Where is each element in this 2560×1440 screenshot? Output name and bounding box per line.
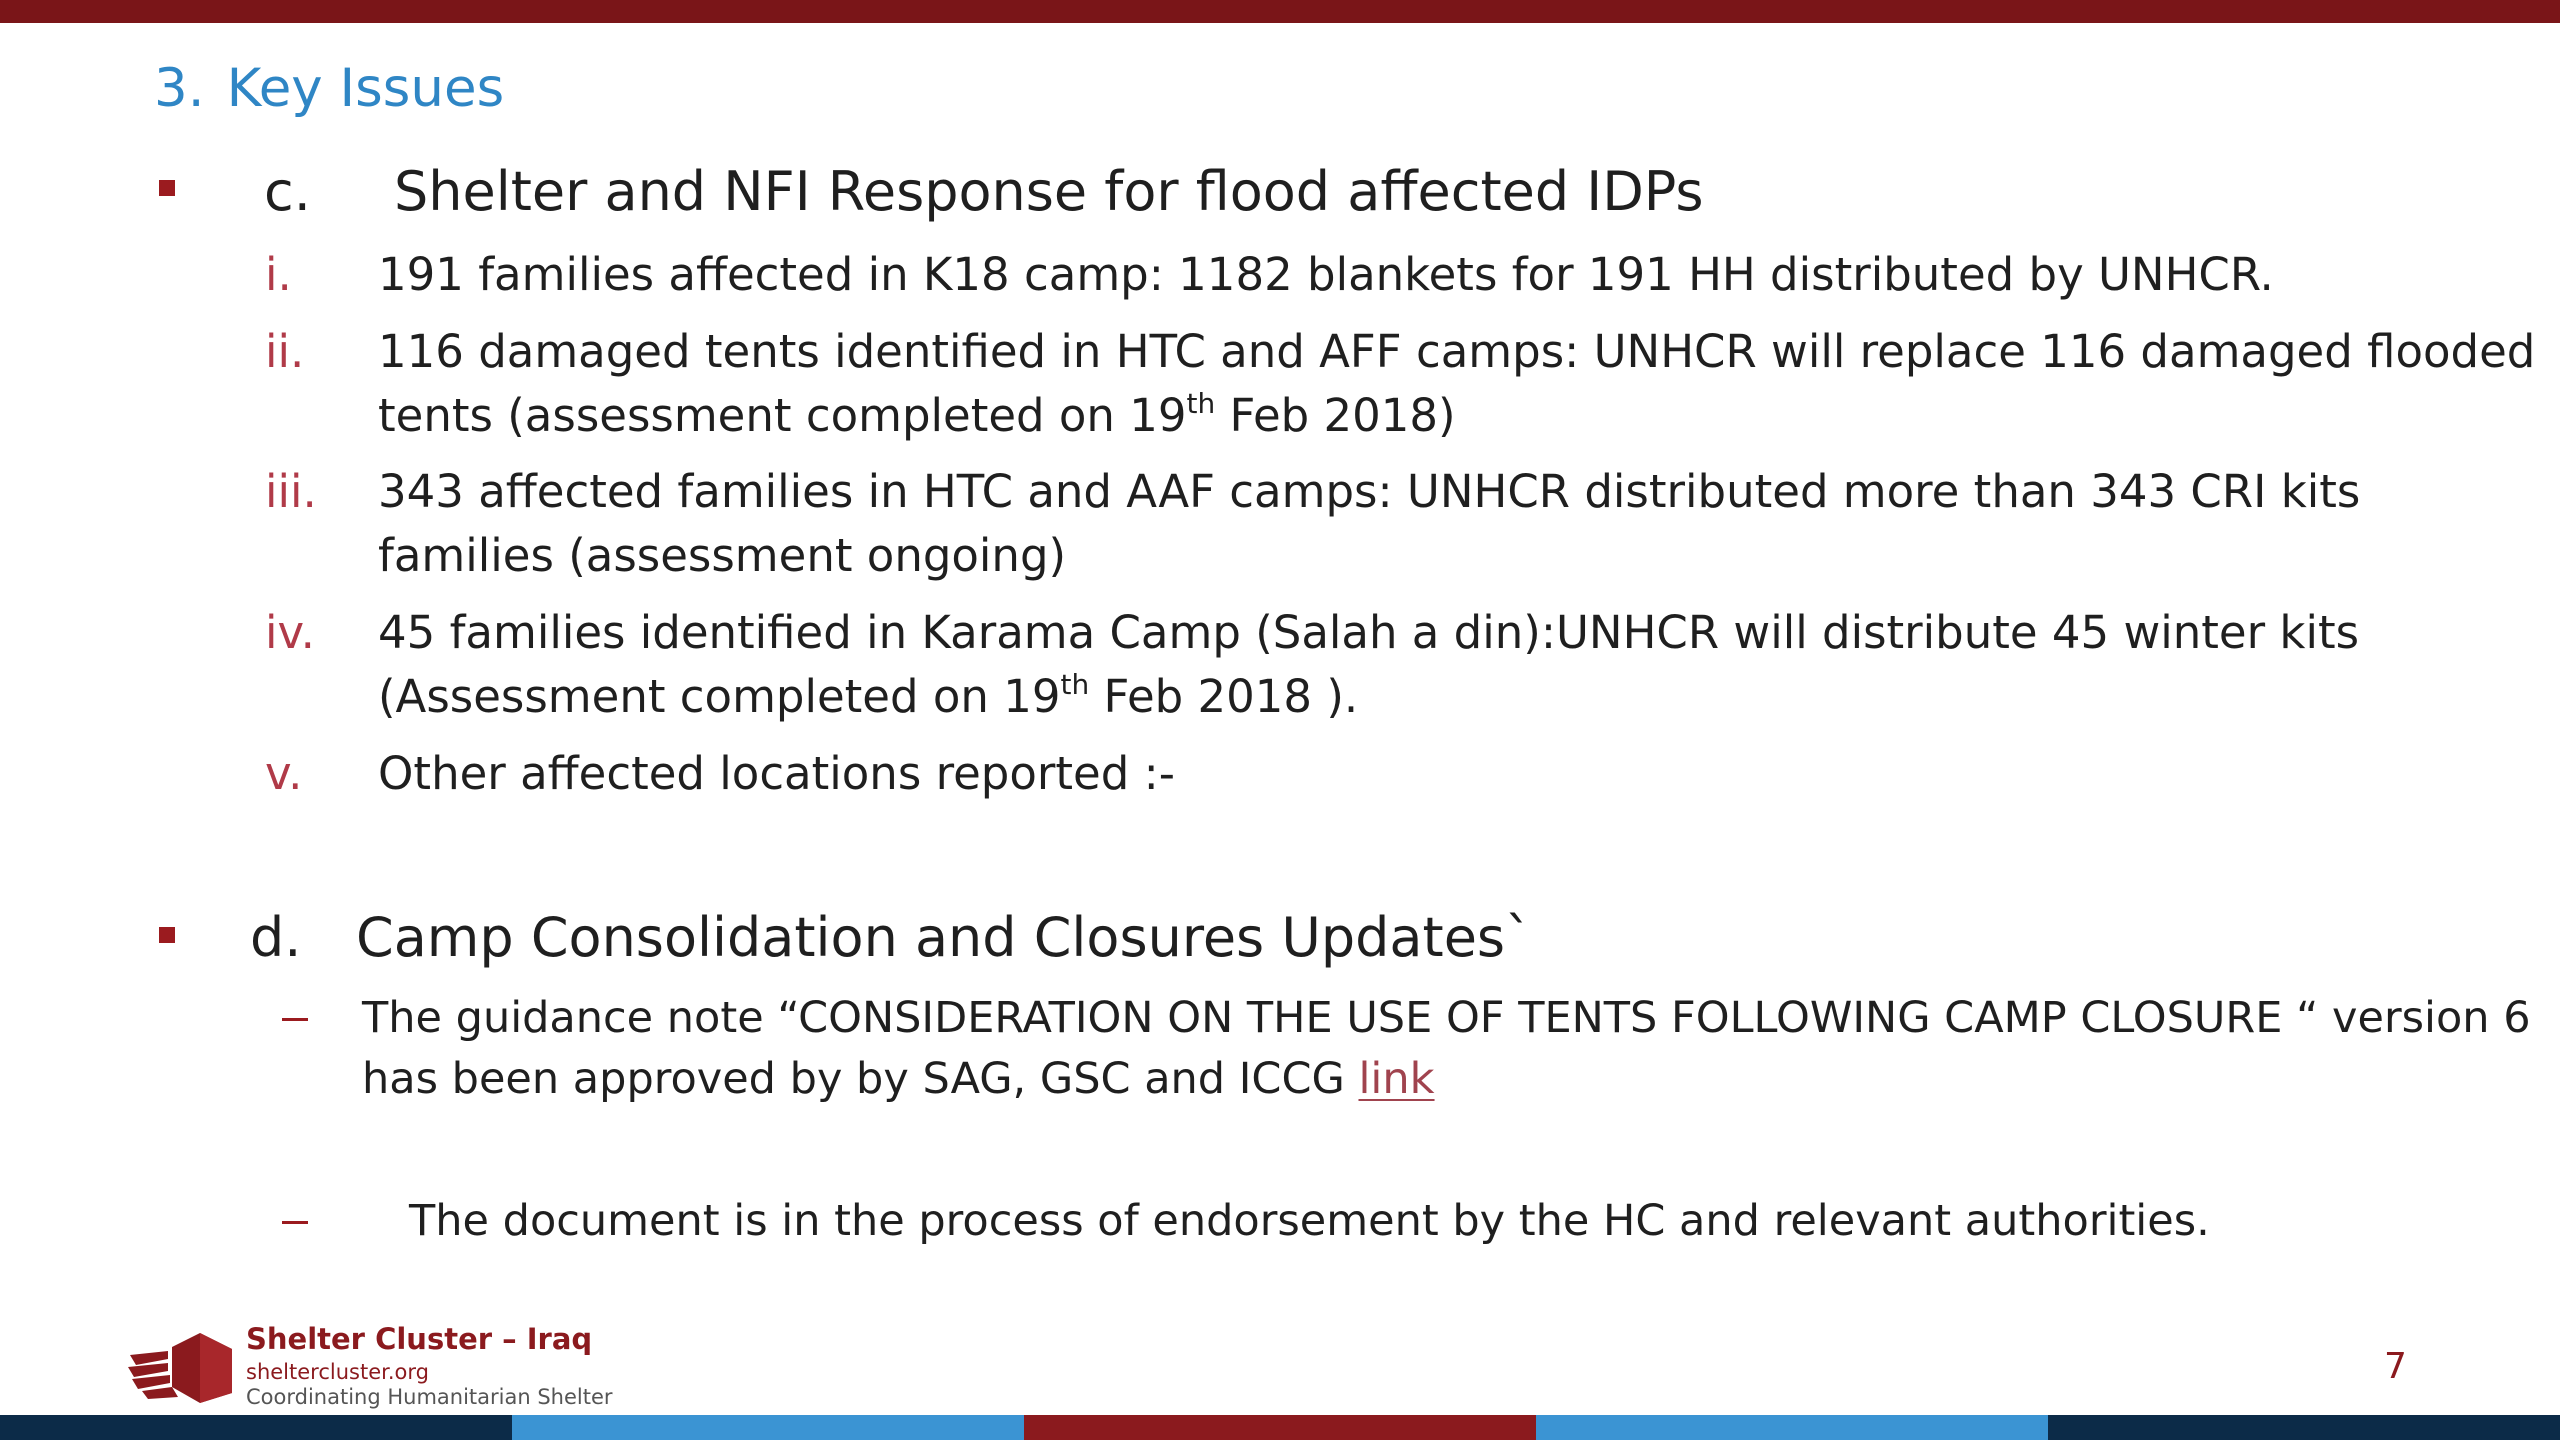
slide-title	[154, 58, 504, 119]
bottom-bar-seg-1	[0, 1415, 512, 1440]
section-d-dash-2	[282, 1221, 308, 1224]
item-v-number: v.	[265, 747, 303, 800]
bottom-bar-seg-4	[1536, 1415, 2048, 1440]
item-iii-line2: families (assessment ongoing)	[378, 529, 1067, 582]
item-i-line1: 191 families affected in K18 camp: 1182 blankets for 191 HH distributed by UNHCR.	[378, 248, 2274, 301]
item-iii-text	[378, 460, 2360, 588]
guidance-note-link[interactable]: link	[1358, 1054, 1435, 1104]
item-i-number: i.	[265, 248, 292, 301]
item-v-text	[378, 742, 1175, 806]
item-iv-line2-pre: (Assessment completed on 19	[378, 670, 1061, 723]
item-iii-number: iii.	[265, 465, 317, 518]
bottom-color-bar	[0, 1415, 2560, 1440]
item-ii-line2-pre: tents (assessment completed on 19	[378, 389, 1187, 442]
slide-title-number: 3.	[154, 58, 205, 119]
item-iv-line2-sup: th	[1060, 668, 1090, 701]
item-ii-text	[378, 320, 2535, 448]
section-c-bullet	[159, 180, 175, 196]
section-c-title: Shelter and NFI Response for flood affected IDPs	[394, 160, 1704, 223]
page-number: 7	[2384, 1346, 2407, 1387]
item-iii-line1: 343 affected families in HTC and AAF camps: UNHCR distributed more than 343 CRI kits	[378, 465, 2361, 518]
section-d-title: Camp Consolidation and Closures Updates`	[356, 906, 1533, 969]
item-ii-line2-post: Feb 2018)	[1215, 389, 1456, 442]
section-d-letter: d.	[250, 906, 302, 969]
slide-title-text: Key Issues	[226, 58, 505, 119]
section-d-item-2-line1: The document is in the process of endorsement by the HC and relevant authorities.	[409, 1196, 2210, 1246]
item-i-text	[378, 243, 2274, 307]
item-ii-number: ii.	[265, 325, 305, 378]
section-d-item-1-line1: The guidance note “CONSIDERATION ON THE USE OF TENTS FOLLOWING CAMP CLOSURE “ version 6	[362, 993, 2531, 1043]
section-d-dash-1	[282, 1018, 308, 1021]
top-accent-bar	[0, 0, 2560, 23]
section-d-item-2	[409, 1191, 2210, 1252]
footer-org-name: Shelter Cluster – Iraq	[246, 1322, 593, 1356]
item-iv-number: iv.	[265, 606, 315, 659]
bottom-bar-seg-2	[512, 1415, 1024, 1440]
section-d-item-1	[362, 988, 2531, 1110]
footer-tagline: Coordinating Humanitarian Shelter	[246, 1385, 613, 1409]
item-ii-line1: 116 damaged tents identified in HTC and AFF camps: UNHCR will replace 116 damaged flooded	[378, 325, 2536, 378]
section-d-item-1-line2: has been approved by by SAG, GSC and ICCG	[362, 1054, 1359, 1104]
item-ii-line2-sup: th	[1186, 387, 1216, 420]
item-iv-line2-post: Feb 2018 ).	[1089, 670, 1359, 723]
item-v-line1: Other affected locations reported :-	[378, 747, 1175, 800]
section-c-letter: c.	[264, 160, 311, 223]
section-d-bullet	[159, 927, 175, 943]
item-iv-line1: 45 families identified in Karama Camp (Salah a din):UNHCR will distribute 45 winter kits	[378, 606, 2360, 659]
hand-house-logo-icon	[128, 1325, 238, 1405]
footer-site: sheltercluster.org	[246, 1360, 429, 1384]
bottom-bar-seg-5	[2048, 1415, 2560, 1440]
item-iv-text	[378, 601, 2359, 729]
bottom-bar-seg-3	[1024, 1415, 1536, 1440]
